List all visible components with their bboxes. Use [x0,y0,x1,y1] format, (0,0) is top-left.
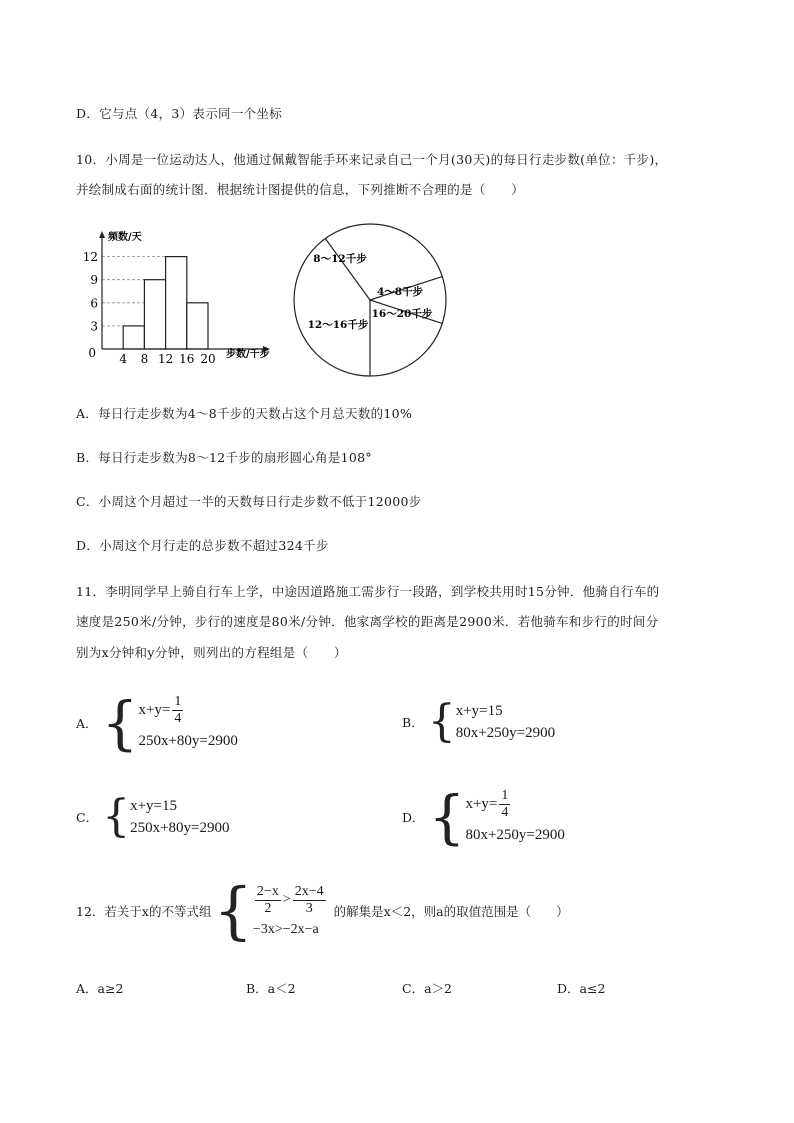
q11-option-a-label: A． [76,716,98,731]
q9-option-d: D．它与点（4，3）表示同一个坐标 [76,106,283,121]
q10-option-b: B．每日行走步数为8～12千步的扇形圆心角是108° [76,450,372,465]
q12-stem-before: 12．若关于x的不等式组 [76,904,212,919]
equation-1: x+y=15 [455,702,503,719]
fraction-right: $\frac{2x-4}{3}$ [294,884,324,916]
q12-option-b: B．a＜2 [246,981,296,996]
x-tick-label: 16 [179,352,195,366]
q12-option-d: D．a≤2 [557,981,606,996]
pie-slice-label: 16～20千步 [371,308,433,320]
equation-system [138,692,237,754]
equation-system [456,700,555,744]
equation-1: x+y= $\frac{1}{4}$ [138,694,182,726]
inequality-1: $\frac{2-x}{2}$ > $\frac{2x-4}{3}$ [256,884,324,916]
q11-option-c [76,791,230,842]
pie-chart [290,220,450,380]
y-tick-label: 6 [90,296,98,311]
q11-option-a [76,689,238,757]
histogram-bar [187,303,208,349]
q12-stem-after: 的解集是x＜2，则a的取值范围是（ ） [333,904,569,919]
q11-option-d-label: D． [402,810,425,825]
pie-slice-label: 8～12千步 [313,253,367,265]
inequality-2: −3x>−2x−a [252,922,319,937]
x-tick-label: 4 [119,352,128,366]
x-tick-label: 8 [140,352,149,366]
histogram-bar [123,326,144,349]
q11-option-b [402,696,556,747]
fraction-left: $\frac{2-x}{2}$ [256,884,279,916]
q11-stem-line3: 别为x分钟和y分钟，则列出的方程组是（ ） [76,645,347,660]
q11-stem-line2: 速度是250米/分钟，步行的速度是80米/分钟．他家离学校的距离是2900米．若他骑车和步行的时间分 [76,614,659,629]
q12-option-a: A．a≥2 [76,981,124,996]
left-brace-icon: { [213,874,253,947]
q10-stem-line1: 10．小周是一位运动达人，他通过佩戴智能手环来记录自己一个月(30天)的每日行走步数(单位：千步)， [76,152,668,167]
pie-slice-label: 12～16千步 [307,319,369,331]
equation-2: 80x+250y=2900 [465,826,565,843]
equation-system [465,786,564,848]
y-tick-label: 3 [90,319,98,334]
x-axis-label: 步数/千步 [226,349,270,360]
inequality-system [253,881,328,941]
q10-stem-line2: 并绘制成右面的统计图．根据统计图提供的信息，下列推断不合理的是（ ） [76,182,525,197]
q11-option-b-label: B． [402,715,424,730]
fraction: $\frac{1}{4}$ [501,788,509,820]
y-axis-arrow-icon [99,231,105,238]
x-tick-label: 20 [200,352,216,366]
q10-option-a: A．每日行走步数为4～8千步的天数占这个月总天数的10% [76,406,413,421]
y-tick-label: 9 [90,273,98,288]
y-axis-label: 频数/天 [108,232,142,243]
origin-label: 0 [88,346,96,360]
fraction: $\frac{1}{4}$ [174,694,182,726]
left-brace-icon: { [428,783,466,851]
equation-2: 250x+80y=2900 [138,732,238,749]
equation-1: x+y=15 [130,797,177,814]
left-brace-icon: { [102,791,131,842]
histogram-chart [80,225,285,370]
y-tick-label: 12 [82,250,98,265]
q11-option-c-label: C． [76,810,99,825]
q10-option-d: D．小周这个月行走的总步数不超过324千步 [76,538,329,553]
equation-system [130,795,229,839]
histogram-bar [144,280,165,349]
left-brace-icon: { [101,689,139,757]
x-tick-label: 12 [157,352,174,366]
left-brace-icon: { [427,696,456,747]
q12-option-c: C．a＞2 [402,981,452,996]
pie-slice-label: 4～8千步 [376,286,424,298]
histogram-bar [166,257,187,349]
equation-2: 250x+80y=2900 [130,819,230,836]
q11-stem-line1: 11．李明同学早上骑自行车上学，中途因道路施工需步行一段路，到学校共用时15分钟．他骑自行车的 [76,584,660,599]
q11-option-d [402,783,565,851]
q12-stem [76,874,573,947]
equation-1: x+y= $\frac{1}{4}$ [465,788,509,820]
q10-option-c: C．小周这个月超过一半的天数每日行走步数不低于12000步 [76,494,422,509]
equation-2: 80x+250y=2900 [455,724,556,741]
